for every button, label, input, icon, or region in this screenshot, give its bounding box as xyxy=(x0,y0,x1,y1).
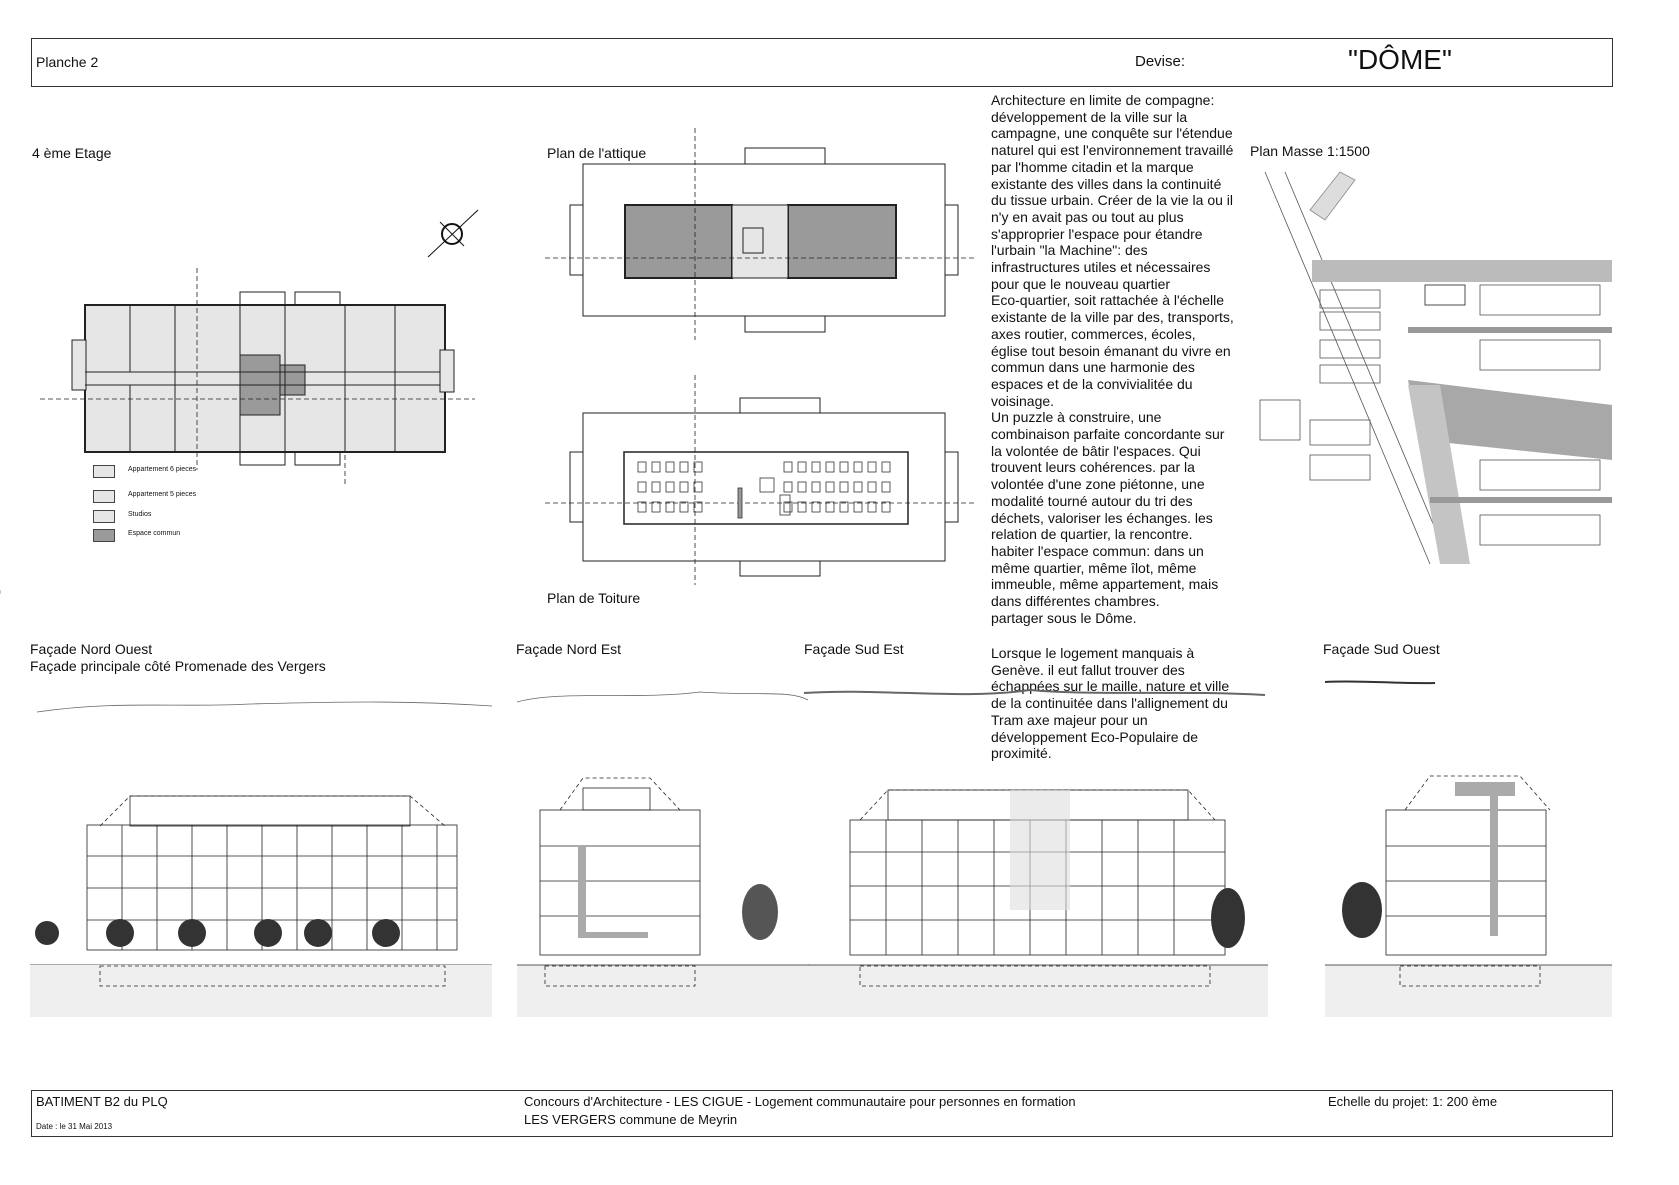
legend-label-5p: Appartement 5 pieces xyxy=(128,491,197,498)
devise-label: Devise: xyxy=(1135,53,1186,70)
plan-title-toiture: Plan de Toiture xyxy=(547,590,641,606)
trees-nord-ouest xyxy=(35,919,400,947)
tree-sud-ouest xyxy=(1342,882,1382,938)
building-label: BATIMENT B2 du PLQ xyxy=(36,1094,168,1109)
facade-title-nord-est: Façade Nord Est xyxy=(516,641,622,657)
facade-title-sud-est: Façade Sud Est xyxy=(804,641,904,657)
facade-title-nord-ouest: Façade Nord Ouest xyxy=(30,641,153,657)
facade-sud-ouest xyxy=(1325,681,1612,1017)
plan-masse xyxy=(1250,172,1612,564)
legend-label-6p: Appartement 6 pieces xyxy=(128,466,197,473)
plan-title-attique: Plan de l'attique xyxy=(547,145,647,161)
facade-nord-est xyxy=(517,692,809,1017)
north-arrow-icon xyxy=(428,210,478,257)
concours-line-1: Concours d'Architecture - LES CIGUE - Logement communautaire pour personnes en formation xyxy=(524,1094,1076,1109)
devise-title: "DÔME" xyxy=(1348,44,1452,75)
plan-4eme-etage xyxy=(40,268,475,485)
planche-label: Planche 2 xyxy=(36,54,99,70)
plan-title-4eme: 4 ème Etage xyxy=(32,145,112,161)
legend-label-commun: Espace commun xyxy=(128,530,181,537)
facade-sud-est xyxy=(804,690,1268,1017)
concept-text: Architecture en limite de compagne: développement de la ville sur la campagne, une conquête sur l'étendue naturel qui est l'environnement travaillé par l'homme citadin et la marque existante des villes dans la continuité du tissue urbain. Créer de la vie la ou il n'y en avait pas ou tout au plus s'approprier l'espace pour étandre l'urbain "la Machine": des infrastructures utiles et nécessaires pour que le nouveau quartier Eco-quartier, soit rattachée à l'échelle existante de la ville par des, transports, axes routier, commerces, écoles, église tout besoin émanant du vivre en commun dans une harmonie des espaces et de la convivialitée du voisinage. Un puzzle à construire, une combinaison parfaite concordante sur la volontée de bâtir l'espaces. Qui trouvent leurs cohérences. par la volontée d'une zone piétonne, une modalité tourné autour du tri des déchets, valoriser les échanges. les relation de quartier, la rencontre. habiter l'espace commun: dans un même quartier, même îlot, même immeuble, même appartement, mais dans différentes chambres. partager sous le Dôme. xyxy=(991,92,1234,626)
echelle-label: Echelle du projet: 1: 200 ème xyxy=(1328,1094,1498,1109)
plan-title-masse: Plan Masse 1:1500 xyxy=(1250,143,1370,159)
facade-title-sud-ouest: Façade Sud Ouest xyxy=(1323,641,1440,657)
facade-nord-ouest xyxy=(30,702,492,1017)
concept-text-2: Lorsque le logement manquais à Genève. il eut fallut trouver des échappées sur le maille, nature et ville de la continuitée dans l'allignement du Tram axe majeur pour un développement Eco-Populaire de proximité. xyxy=(991,645,1230,762)
plan-attique xyxy=(545,128,975,340)
date-label: Date : le 31 Mai 2013 xyxy=(36,1122,113,1131)
tree-sud-est xyxy=(1211,888,1245,948)
facade-subtitle-nord-ouest: Façade principale côté Promenade des Vergers xyxy=(30,658,326,674)
legend-label-studios: Studios xyxy=(128,511,152,518)
concours-line-2: LES VERGERS commune de Meyrin xyxy=(524,1112,738,1127)
toiture-skylights xyxy=(638,462,890,518)
tree-nord-est xyxy=(742,884,778,940)
